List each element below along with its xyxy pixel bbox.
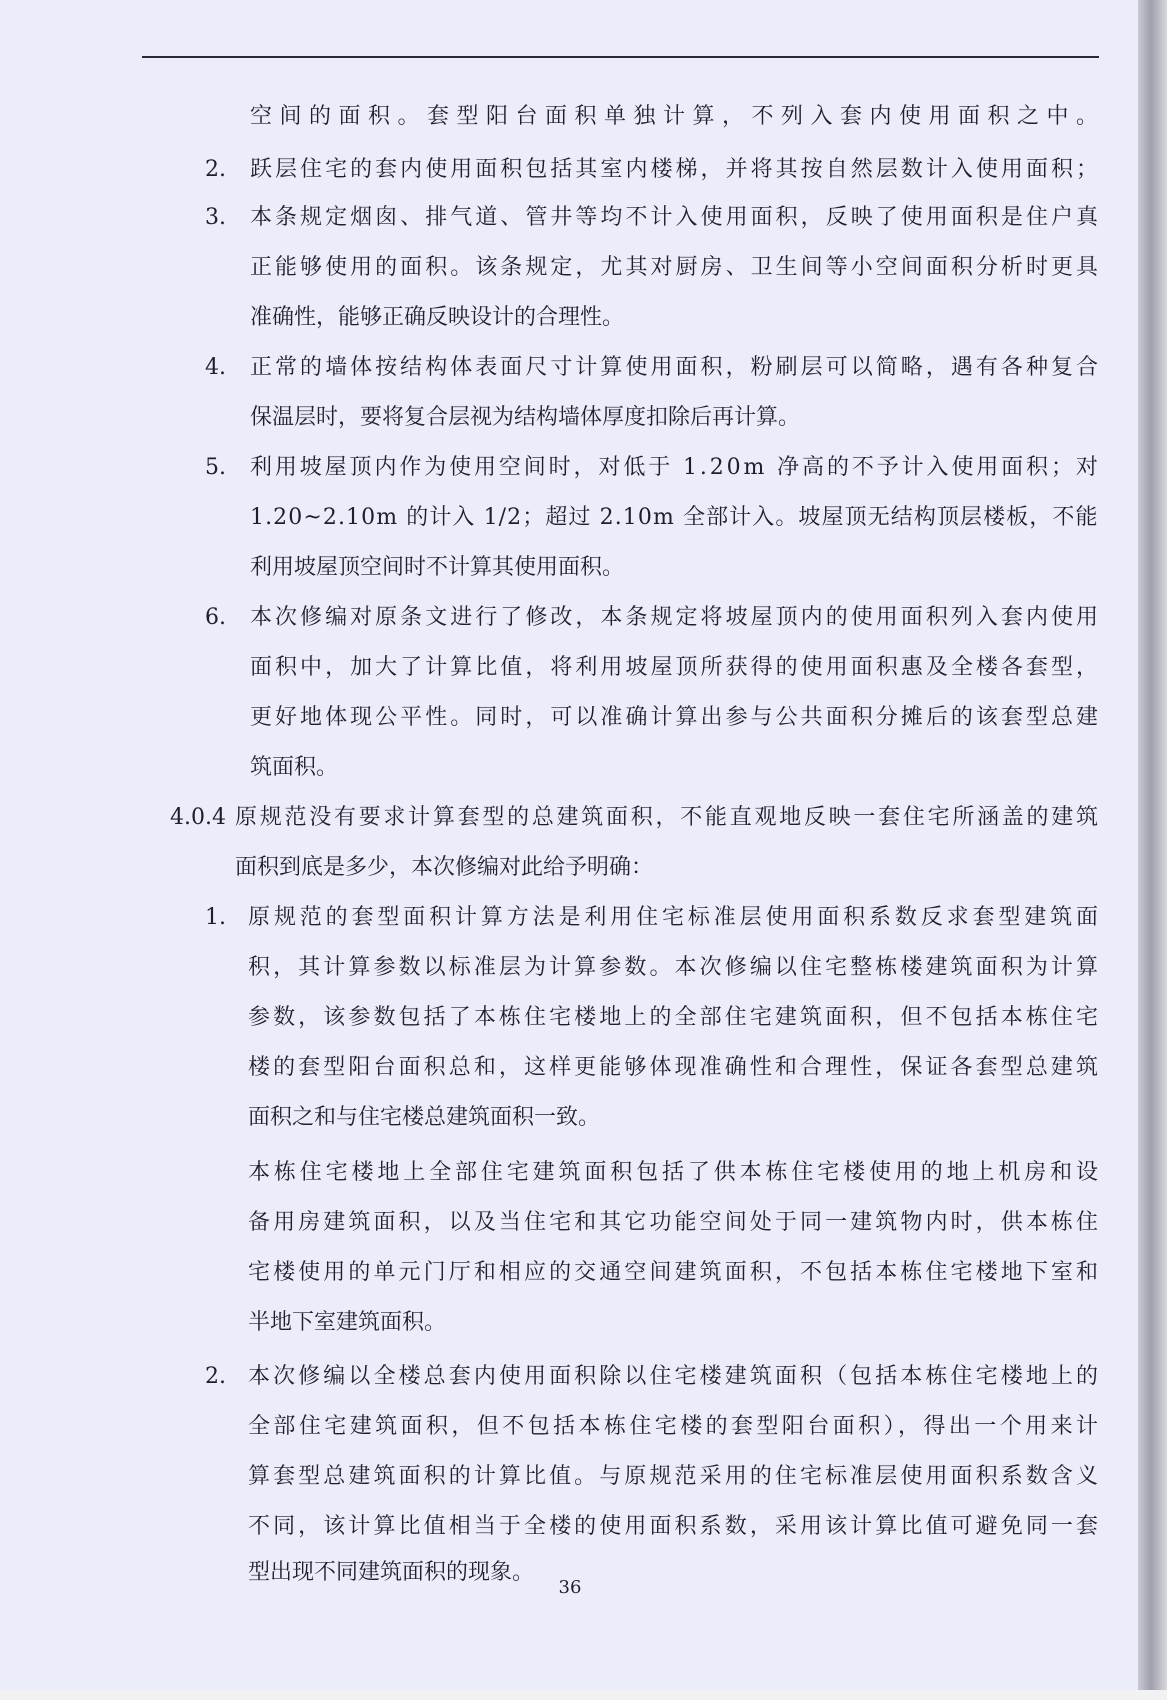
text-line: 利用坡屋顶空间时不计算其使用面积。 xyxy=(250,555,625,580)
text-line: 正常的墙体按结构体表面尺寸计算使用面积，粉刷层可以简略，遇有各种复合 xyxy=(250,355,1102,380)
text-line: 楼的套型阳台面积总和，这样更能够体现准确性和合理性，保证各套型总建筑 xyxy=(248,1055,1102,1080)
text-line: 算套型总建筑面积的计算比值。与原规范采用的住宅标准层使用面积系数含义 xyxy=(248,1464,1102,1489)
text-line: 保温层时，要将复合层视为结构墙体厚度扣除后再计算。 xyxy=(250,405,801,430)
text-line: 宅楼使用的单元门厅和相应的交通空间建筑面积，不包括本栋住宅楼地下室和 xyxy=(248,1260,1102,1285)
text-line: 全部住宅建筑面积，但不包括本栋住宅楼的套型阳台面积），得出一个用来计 xyxy=(248,1414,1102,1439)
text-line: 参数，该参数包括了本栋住宅楼地上的全部住宅建筑面积，但不包括本栋住宅 xyxy=(248,1005,1102,1030)
item-number: 3. xyxy=(205,205,226,230)
text-line: 准确性，能够正确反映设计的合理性。 xyxy=(250,305,625,330)
item-number: 6. xyxy=(205,605,226,630)
text-line: 半地下室建筑面积。 xyxy=(248,1310,447,1335)
item-number: 1. xyxy=(205,905,226,930)
item-number: 4. xyxy=(205,355,226,380)
text-line: 利用坡屋顶内作为使用空间时，对低于 1.20m 净高的不予计入使用面积；对 xyxy=(250,455,1101,480)
text-line: 面积到底是多少，本次修编对此给予明确： xyxy=(235,855,654,880)
item-number: 5. xyxy=(205,455,226,480)
text-line: 积，其计算参数以标准层为计算参数。本次修编以住宅整栋楼建筑面积为计算 xyxy=(248,955,1102,980)
text-line: 不同，该计算比值相当于全楼的使用面积系数，采用该计算比值可避免同一套 xyxy=(248,1514,1102,1539)
bottom-strip xyxy=(0,1690,1167,1700)
text-line: 本栋住宅楼地上全部住宅建筑面积包括了供本栋住宅楼使用的地上机房和设 xyxy=(248,1160,1102,1185)
text-line: 原规范的套型面积计算方法是利用住宅标准层使用面积系数反求套型建筑面 xyxy=(248,905,1102,930)
text-line: 本次修编以全楼总套内使用面积除以住宅楼建筑面积（包括本栋住宅楼地上的 xyxy=(248,1364,1102,1389)
text-line: 面积之和与住宅楼总建筑面积一致。 xyxy=(248,1105,601,1130)
text-line: 型出现不同建筑面积的现象。 xyxy=(248,1560,535,1585)
text-line: 正能够使用的面积。该条规定，尤其对厨房、卫生间等小空间面积分析时更具 xyxy=(250,255,1102,280)
text-line: 本次修编对原条文进行了修改，本条规定将坡屋顶内的使用面积列入套内使用 xyxy=(250,605,1102,630)
page-edge-shadow xyxy=(1138,0,1167,1690)
item-number: 2. xyxy=(205,157,226,182)
text-line: 本条规定烟囱、排气道、管井等均不计入使用面积，反映了使用面积是住户真 xyxy=(250,205,1102,230)
text-line: 1.20~2.10m 的计入 1/2；超过 2.10m 全部计入。坡屋顶无结构顶层楼板，不能 xyxy=(250,505,1099,530)
text-line: 筑面积。 xyxy=(250,755,339,780)
text-line: 更好地体现公平性。同时，可以准确计算出参与公共面积分摊后的该套型总建 xyxy=(250,705,1102,730)
text-line: 原规范没有要求计算套型的总建筑面积，不能直观地反映一套住宅所涵盖的建筑 xyxy=(235,805,1101,830)
text-line: 面积中，加大了计算比值，将利用坡屋顶所获得的使用面积惠及全楼各套型， xyxy=(250,655,1102,680)
page-number: 36 xyxy=(558,1577,582,1598)
item-number: 2. xyxy=(205,1364,226,1389)
text-line: 跃层住宅的套内使用面积包括其室内楼梯，并将其按自然层数计入使用面积； xyxy=(250,157,1102,182)
text-line: 空间的面积。套型阳台面积单独计算，不列入套内使用面积之中。 xyxy=(250,104,1106,129)
text-line: 备用房建筑面积，以及当住宅和其它功能空间处于同一建筑物内时，供本栋住 xyxy=(248,1210,1102,1235)
section-number: 4.0.4 xyxy=(170,805,226,830)
header-rule xyxy=(142,56,1099,58)
